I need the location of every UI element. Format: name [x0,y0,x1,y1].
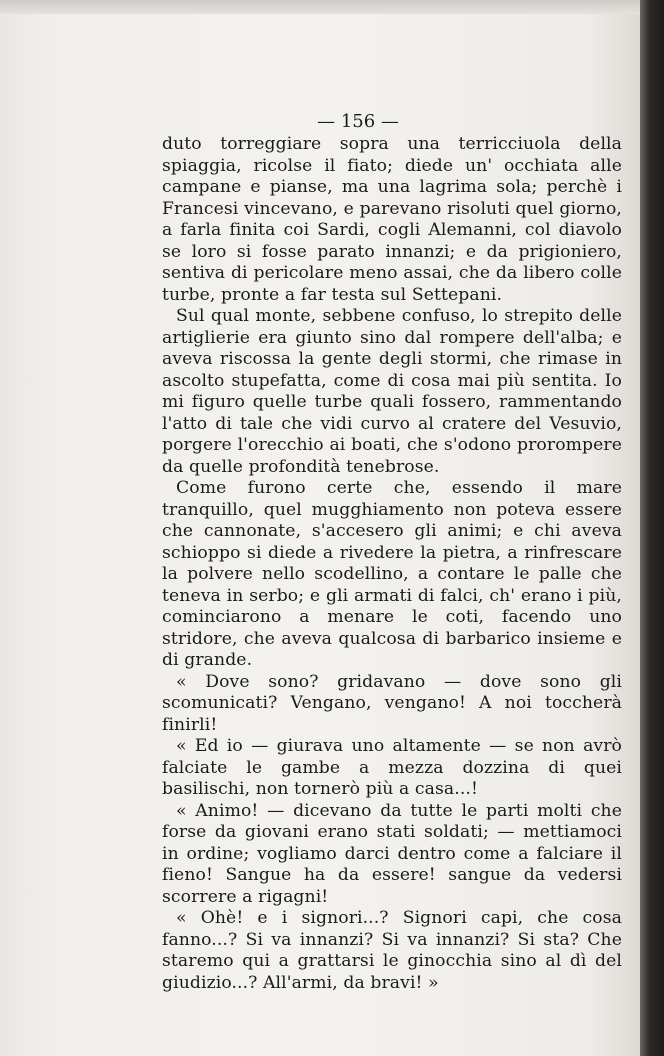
book-gutter-edge [640,0,664,1056]
paragraph: « Animo! — dicevano da tutte le parti molti che forse da giovani erano stati soldati; — mettiamoci in ordine; vogliamo darci dentro come a falciare il fieno! Sangue ha da essere! sangue da vedersi scorrere a rigagni! [162,800,622,907]
paragraph: Come furono certe che, essendo il mare tranquillo, quel mugghiamento non poteva essere che cannonate, s'accesero gli animi; e chi aveva schioppo si diede a rivedere la pietra, a rinfrescare la polvere nello scodellino, a contare le palle che teneva in serbo; e gli armati di falci, ch' erano i più, cominciarono a menare le coti, facendo uno stridore, che aveva qualcosa di barbarico insieme e di grande. [162,478,622,670]
page-number: — 156 — [317,111,399,132]
paragraph: « Ohè! e i signori...? Signori capi, che cosa fanno...? Si va innanzi? Si va innanzi? Si sta? Che staremo qui a grattarsi le ginocchia sino al dì del giudizio...? All'armi, da bravi! » [162,908,622,993]
paragraph: duto torreggiare sopra una terricciuola della spiaggia, ricolse il fiato; diede un' occhiata alle campane e pianse, ma una lagrima sola; perchè i Francesi vincevano, e parevano risoluti quel giorno, a farla finita coi Sardi, cogli Alemanni, col diavolo se loro si fosse parato innanzi; e da prigioniero, sentiva di pericolare meno assai, che da libero colle turbe, pronte a far testa sul Settepani. [162,134,622,305]
paragraph: Sul qual monte, sebbene confuso, lo strepito delle artiglierie era giunto sino dal rompere dell'alba; e aveva riscossa la gente degli stormi, che rimase in ascolto stupefatta, come di cosa mai più sentita. Io mi figuro quelle turbe quali fossero, rammentando l'atto di tale che vidi curvo al cratere del Vesuvio, porgere l'orecchio ai boati, che s'odono prorompere da quelle profondità tenebrose. [162,306,622,477]
paragraph: « Ed io — giurava uno altamente — se non avrò falciate le gambe a mezza dozzina di quei basilischi, non tornerò più a casa...! [162,736,622,799]
page-top-shadow [0,0,640,14]
page-body [162,134,622,994]
paragraph: « Dove sono? gridavano — dove sono gli scomunicati? Vengano, vengano! A noi toccherà finirli! [162,671,622,735]
